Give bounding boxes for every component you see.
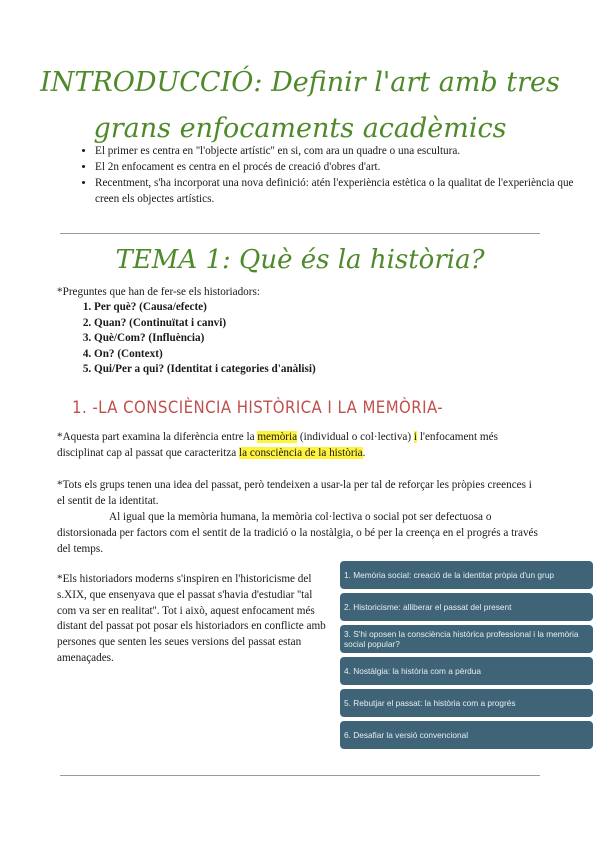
section1-paragraph-3: Al igual que la memòria humana, la memòria col·lectiva o social pot ser defectuosa o distorsionada per factors com el sentit de la tradició o la nostàlgia, o bé per la creença en el progrés a través del temps. [57, 511, 538, 555]
smartart-box-3: 3. S'hi oposen la consciència històrica professional i la memòria social popular? [340, 625, 593, 653]
section1-paragraph-4: *Els historiadors moderns s'inspiren en l'historicisme del s.XIX, que ensenyava que el passat s'havia d'estudiar ''tal com va ser en realitat''. Tot i això, aquest enfocament més distant del passat pot posar els historiadors en conflicte amb persones que senten les seues versions del passat estan amenaçades. [57, 573, 326, 664]
section1-heading: 1. -LA CONSCIÈNCIA HISTÒRICA I LA MEMÒRIA- [72, 398, 444, 418]
section1-paragraph-2: *Tots els grups tenen una idea del passat, però tendeixen a usar-la per tal de reforçar les pròpies creences i el sentit de la identitat. [57, 479, 532, 507]
intro-bullet: • Recentment, s'ha incorporat una nova definició: atén l'experiència estètica o la qualitat de l'experiència que creen els objectes artístics. [95, 175, 585, 207]
question-item: 5. Qui/Per a qui? (Identitat i categories d'anàlisi) [94, 362, 316, 378]
question-item: 1. Per què? (Causa/efecte) [94, 300, 316, 316]
intro-bullet: • El 2n enfocament es centra en el procés de creació d'obres d'art. [95, 159, 585, 175]
smartart-box-5: 5. Rebutjar el passat: la història com a progrés [340, 689, 593, 717]
smartart-box-4: 4. Nostàlgia: la història com a pèrdua [340, 657, 593, 685]
question-item: 4. On? (Context) [94, 347, 316, 363]
question-item: 3. Què/Com? (Influència) [94, 331, 316, 347]
intro-title: INTRODUCCIÓ: Definir l'art amb tres grans enfocaments acadèmics [40, 67, 560, 144]
intro-bullet: • El primer es centra en ''l'objecte artístic'' en si, com ara un quadre o una escultura. [95, 143, 585, 159]
smartart-box-2: 2. Historicisme: alliberar el passat del present [340, 593, 593, 621]
divider [60, 775, 540, 776]
highlighted-term: la consciència de la història [239, 446, 363, 459]
smartart-box-6: 6. Desafiar la versió convencional [340, 721, 593, 749]
question-item: 2. Quan? (Continuïtat i canvi) [94, 316, 316, 332]
text-span: l'enfocament més disciplinat cap al passat que caracteritza [57, 431, 498, 459]
smartart-box-1: 1. Memòria social: creació de la identitat pròpia d'un grup [340, 561, 593, 589]
highlighted-term: i [413, 431, 418, 443]
divider [60, 233, 540, 234]
questions-list [57, 300, 316, 378]
questions-intro: *Preguntes que han de fer-se els historiadors: [57, 286, 260, 298]
highlighted-term: memòria [257, 431, 298, 443]
text-span: (individual o col·lectiva) [297, 431, 414, 443]
text-span: *Aquesta part examina la diferència entre la [57, 431, 258, 443]
section1-paragraph-1 [57, 430, 542, 462]
text-span: . [362, 446, 366, 459]
intro-bullet-list [55, 143, 585, 207]
tema1-title: TEMA 1: Què és la història? [115, 245, 485, 275]
